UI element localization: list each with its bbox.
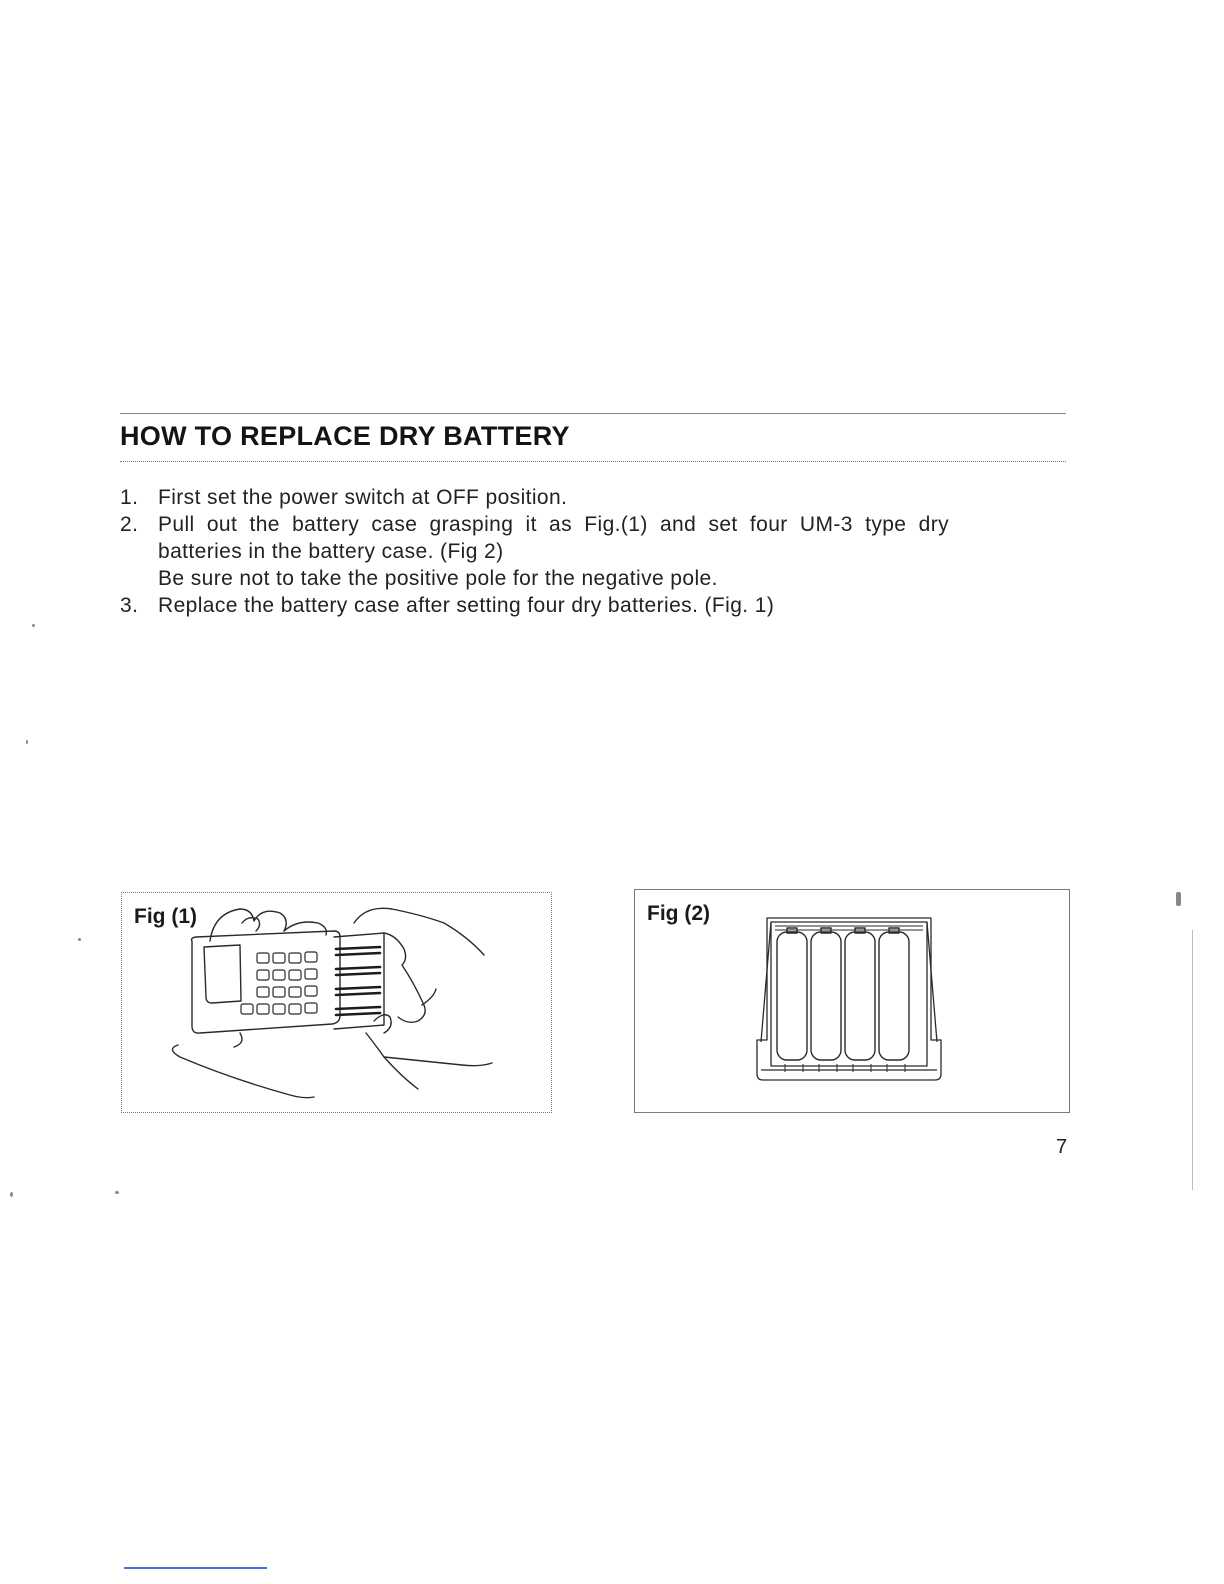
figure-2 xyxy=(634,889,1070,1113)
instruction-item-2 xyxy=(120,511,1066,592)
scan-speck xyxy=(78,938,81,941)
instruction-line: Replace the battery case after setting four dry batteries. (Fig. 1) xyxy=(158,594,775,617)
bottom-link-underline xyxy=(124,1567,267,1569)
scan-speck xyxy=(115,1191,119,1194)
scan-speck xyxy=(10,1192,13,1197)
instruction-number: 3. xyxy=(120,594,139,617)
section-title: HOW TO REPLACE DRY BATTERY xyxy=(120,421,570,451)
instruction-line: Pull out the battery case grasping it as Fig.(1) and set four UM-3 type dry xyxy=(158,513,949,536)
instructions-list xyxy=(120,484,1066,619)
scan-edge-line xyxy=(1192,930,1193,1190)
scan-speck xyxy=(26,740,28,744)
figure-1 xyxy=(121,892,552,1113)
instruction-number: 1. xyxy=(120,486,139,509)
instruction-item-1 xyxy=(120,484,1066,511)
instruction-line: batteries in the battery case. (Fig 2) xyxy=(158,540,504,563)
instruction-number: 2. xyxy=(120,513,139,536)
page-number: 7 xyxy=(1056,1136,1068,1158)
instruction-line: Be sure not to take the positive pole for the negative pole. xyxy=(158,567,718,590)
scan-speck xyxy=(1176,892,1181,906)
title-bottom-rule xyxy=(120,461,1066,462)
instruction-item-3 xyxy=(120,592,1066,619)
title-top-rule xyxy=(120,413,1066,414)
figure-2-label: Fig (2) xyxy=(647,902,710,925)
scan-speck xyxy=(32,624,35,627)
figure-1-label: Fig (1) xyxy=(134,905,197,928)
instruction-line: First set the power switch at OFF position. xyxy=(158,486,568,509)
